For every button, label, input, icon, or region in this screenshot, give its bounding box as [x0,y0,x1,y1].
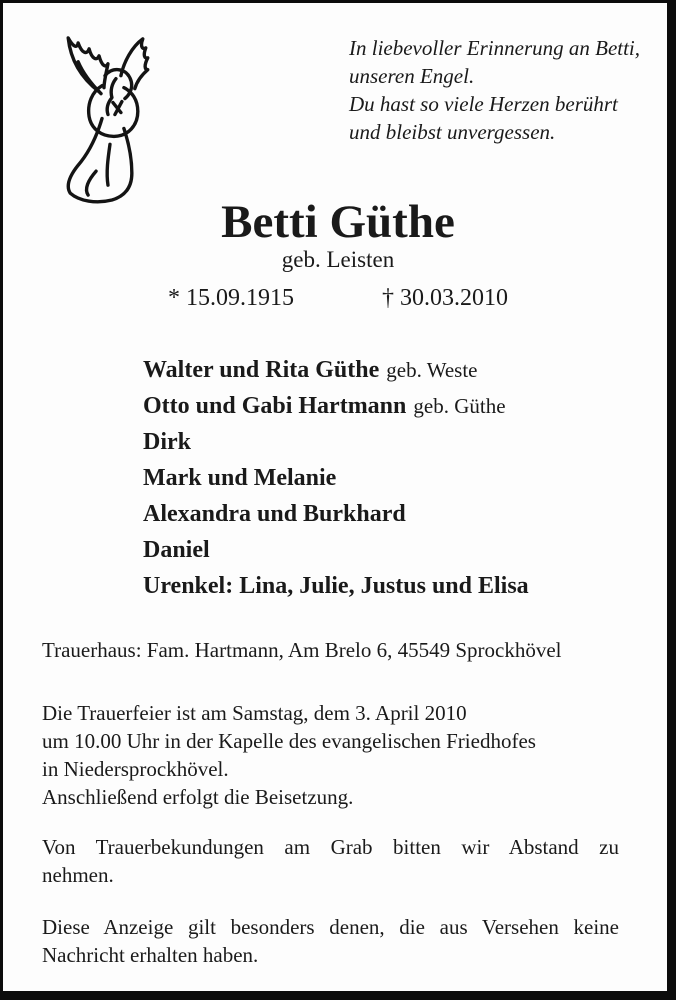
ceremony-line-3: in Niedersprockhövel. [42,757,229,781]
mourner-maiden: geb. Weste [386,358,478,382]
border-bottom [0,991,676,1000]
epigraph-line-1: In liebevoller Erinnerung an Betti, [349,36,641,60]
epigraph-line-4: und bleibst unvergessen. [349,120,556,144]
mourner-name: Urenkel: Lina, Julie, Justus und Elisa [143,573,529,599]
mourner-name: Walter und Rita Güthe [143,357,380,383]
epigraph [349,34,659,146]
ceremony-line-4: Anschließend erfolgt die Beisetzung. [42,785,354,809]
ceremony-line-1: Die Trauerfeier ist am Samstag, dem 3. April 2010 [42,701,467,725]
condolence-line-2: nehmen. [42,863,114,887]
notice-line-1: Diese Anzeige gilt besonders denen, die aus Versehen keine [42,915,619,939]
mourner-row [143,424,623,460]
deceased-name: Betti Güthe [221,196,455,248]
mourner-row [143,352,623,388]
life-dates [0,285,676,312]
mourner-name: Daniel [143,537,210,563]
notice-line-2: Nachricht erhalten haben. [42,943,259,967]
notice-paragraph [42,913,619,969]
mourner-row [143,532,623,568]
mourner-name: Mark und Melanie [143,465,337,491]
condolence-paragraph [42,833,619,889]
epigraph-line-2: unseren Engel. [349,64,475,88]
mourner-row [143,460,623,496]
border-top [0,0,676,3]
ceremony-line-2: um 10.00 Uhr in der Kapelle des evangelischen Friedhofes [42,729,536,753]
ceremony-paragraph [42,699,632,811]
birth-date: * 15.09.1915 [168,285,294,311]
condolence-line-1: Von Trauerbekundungen am Grab bitten wir Abstand zu [42,835,619,859]
death-date: † 30.03.2010 [382,285,508,311]
maiden-name: geb. Leisten [281,247,395,272]
border-left [0,0,3,1000]
angel-icon [44,24,164,208]
mourner-name: Dirk [143,429,191,455]
mourner-row [143,496,623,532]
trauerhaus-line: Trauerhaus: Fam. Hartmann, Am Brelo 6, 45549 Sprockhövel [42,638,562,662]
mourners-list [143,352,623,604]
mourner-maiden: geb. Güthe [413,394,506,418]
border-right [667,0,676,1000]
mourner-row [143,388,623,424]
epigraph-line-3: Du hast so viele Herzen berührt [349,92,618,116]
mourner-name: Otto und Gabi Hartmann [143,393,407,419]
mourner-row [143,568,623,604]
mourner-name: Alexandra und Burkhard [143,501,406,527]
